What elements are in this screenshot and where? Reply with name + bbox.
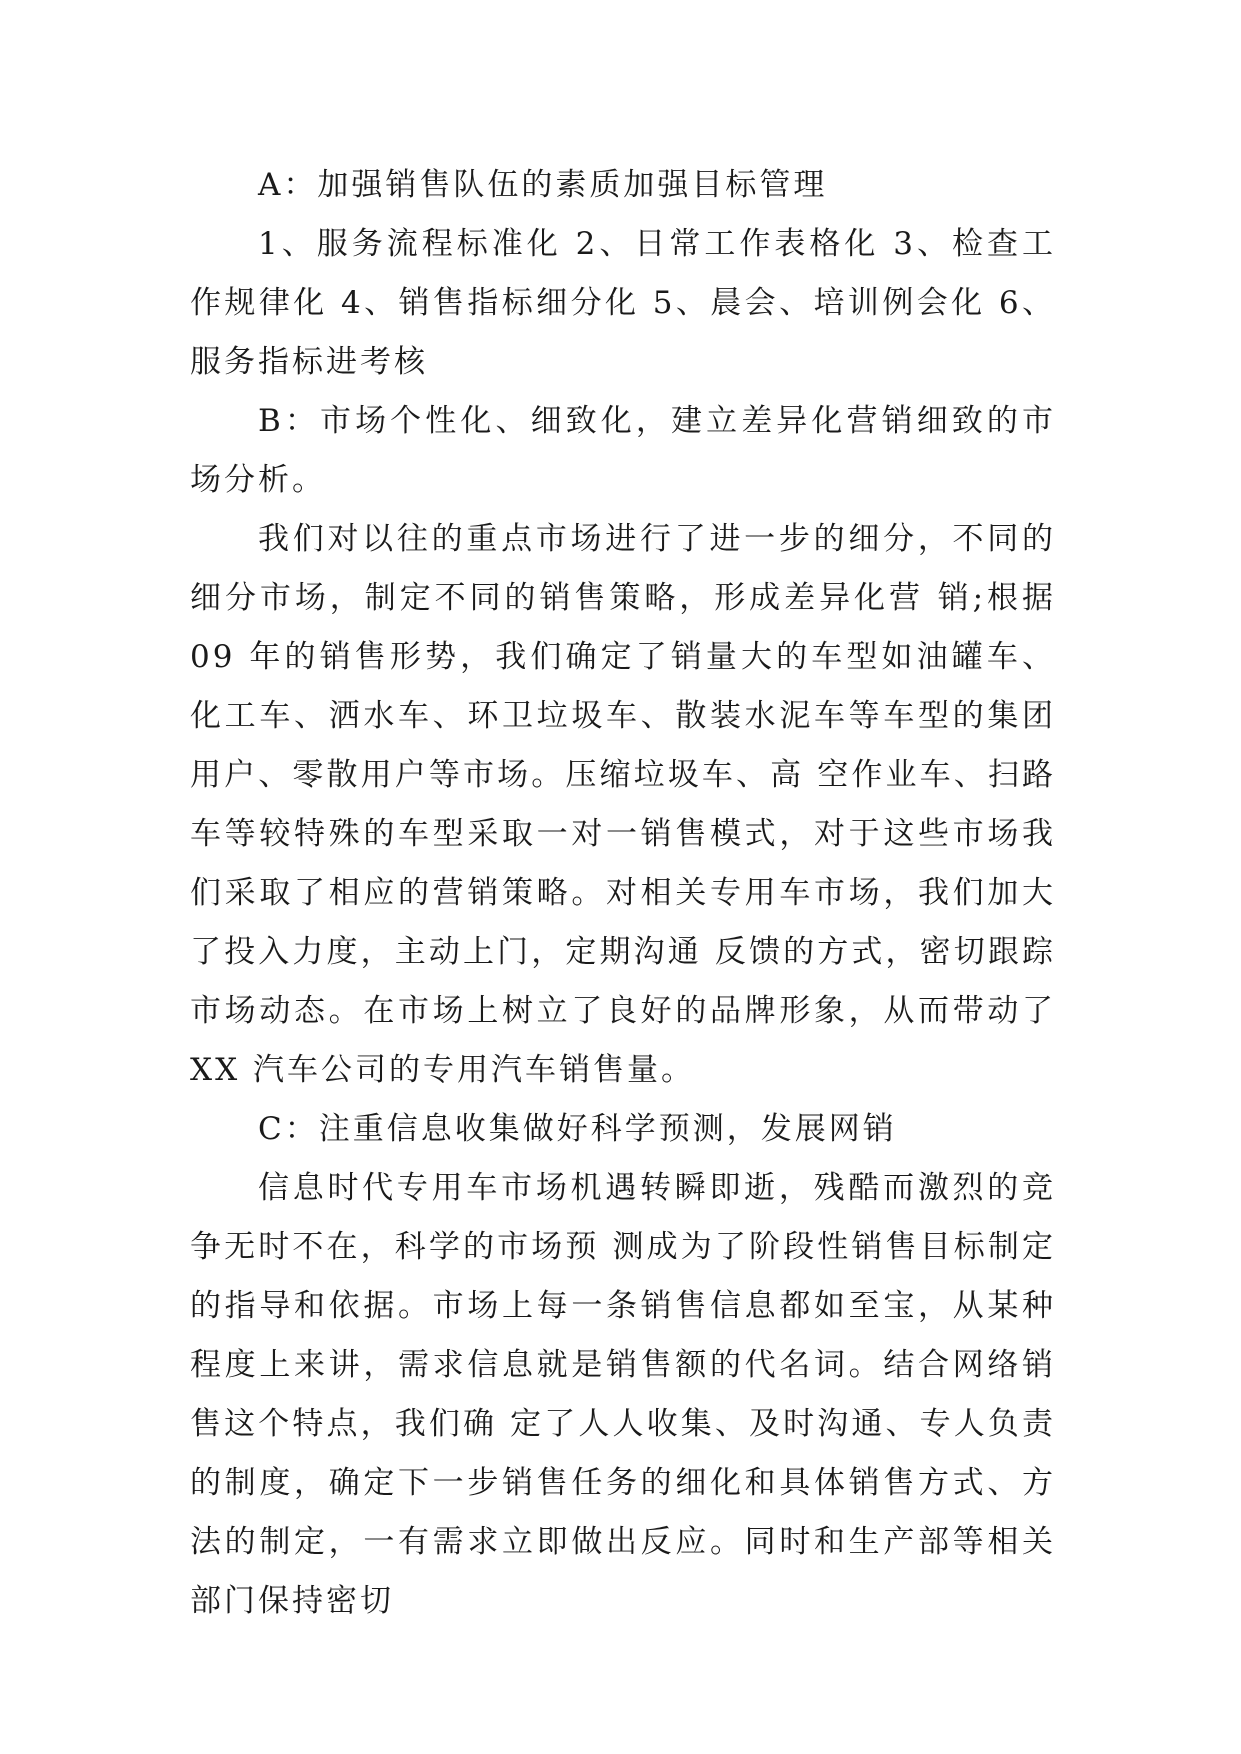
service-list-paragraph: 1、服务流程标准化 2、日常工作表格化 3、检查工作规律化 4、销售指标细分化 5、晨会、培训例会化 6、服务指标进考核 [190,226,1056,380]
heading-c: C：注重信息收集做好科学预测，发展网销 [258,1111,897,1147]
information-collection-paragraph: 信息时代专用车市场机遇转瞬即逝，残酷而激烈的竞争无时不在，科学的市场预 测成为了阶段性销售目标制定的指导和依据。市场上每一条销售信息都如至宝，从某种程度上来讲，需求信息就是销售额的代名词。结合网络销售这个特点，我们确 定了人人收集、及时沟通、专人负责的制度，确定下一步销售任务的细化和具体销售方式、方法的制定，一有需求立即做出反应。同时和生产部等相关部门保持密切 [190,1170,1056,1619]
document-body [190,156,1056,1631]
market-segmentation-paragraph: 我们对以往的重点市场进行了进一步的细分，不同的细分市场，制定不同的销售策略，形成差异化营 销;根据 09 年的销售形势，我们确定了销量大的车型如油罐车、化工车、洒水车、环卫垃圾车、散装水泥车等车型的集团用户、零散用户等市场。压缩垃圾车、高 空作业车、扫路车等较特殊的车型采取一对一销售模式，对于这些市场我们采取了相应的营销策略。对相关专用车市场，我们加大了投入力度，主动上门，定期沟通 反馈的方式，密切跟踪市场动态。在市场上树立了良好的品牌形象，从而带动了 XX 汽车公司的专用汽车销售量。 [190,521,1056,1088]
heading-b: B：市场个性化、细致化，建立差异化营销细致的市场分析。 [190,403,1056,498]
heading-a: A：加强销售队伍的素质加强目标管理 [258,167,828,203]
